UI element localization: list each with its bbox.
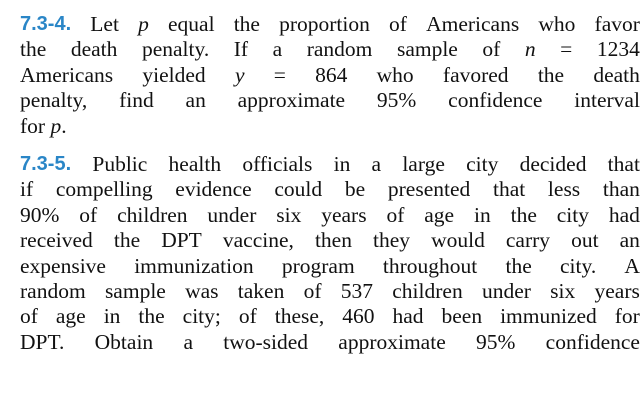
word: approximate: [237, 88, 346, 113]
word: confidence: [545, 329, 640, 354]
text-line: [20, 37, 640, 62]
word: compelling: [55, 177, 153, 202]
word: evidence: [175, 177, 252, 202]
word: that: [607, 151, 640, 176]
word: for: [614, 304, 640, 329]
word: 460: [342, 304, 375, 329]
word: Public: [92, 151, 148, 176]
word: of: [79, 202, 98, 227]
word: city: [556, 202, 589, 227]
math-variable: n: [524, 37, 536, 62]
word: of: [238, 304, 257, 329]
word: Americans: [20, 62, 114, 87]
word: Americans: [426, 12, 520, 36]
text-line: [20, 114, 640, 139]
word: If: [233, 37, 249, 62]
word: Let: [90, 12, 119, 36]
word: officials: [242, 151, 313, 176]
word: death: [70, 37, 118, 62]
text-line: [20, 228, 640, 253]
word: received: [20, 228, 93, 253]
word: DPT.: [20, 329, 65, 354]
exercise-number: 7.3-5.: [20, 152, 72, 175]
word: of: [303, 278, 322, 303]
word: .: [61, 113, 67, 138]
word: in: [103, 304, 121, 329]
exercise-7-3-4: [20, 12, 640, 139]
word: decided: [519, 151, 587, 176]
word: approximate: [338, 329, 446, 354]
word: they: [373, 228, 411, 253]
word: death: [593, 62, 640, 87]
word: been: [441, 304, 483, 329]
word: city.: [559, 253, 597, 278]
word: two-sided: [223, 329, 309, 354]
word: random: [20, 278, 86, 303]
word: yielded: [142, 62, 206, 87]
word: 864: [315, 62, 348, 87]
math-variable: p: [138, 12, 149, 36]
text-line: [20, 152, 640, 177]
word: =: [560, 37, 573, 62]
word: then: [314, 228, 352, 253]
word: city;: [182, 304, 221, 329]
text-line: [20, 254, 640, 279]
word: than: [602, 177, 640, 202]
word: of: [386, 202, 405, 227]
word: proportion: [279, 12, 370, 36]
word: presented: [387, 177, 471, 202]
word: in: [473, 202, 491, 227]
word: be: [344, 177, 366, 202]
word: who: [376, 62, 414, 87]
word: DPT: [161, 228, 202, 253]
word: the: [510, 202, 537, 227]
word: 90%: [20, 202, 60, 227]
exercise-7-3-5: [20, 152, 640, 355]
word: out: [571, 228, 599, 253]
word: taken: [237, 278, 285, 303]
word: throughout: [382, 253, 478, 278]
word: 537: [340, 278, 374, 303]
exercise-number: 7.3-4.: [20, 13, 72, 35]
text-line: [20, 63, 640, 88]
word: an: [185, 88, 206, 113]
word: had: [608, 202, 640, 227]
math-variable: p: [50, 113, 62, 138]
math-variable: y: [234, 62, 245, 87]
word: penalty.: [141, 37, 210, 62]
word: if: [20, 177, 34, 202]
word: an: [619, 228, 640, 253]
word: age: [55, 304, 86, 329]
word: sample: [104, 278, 166, 303]
word: expensive: [20, 253, 106, 278]
word: children: [392, 278, 463, 303]
word: six: [276, 202, 302, 227]
word: could: [274, 177, 323, 202]
word: 95%: [376, 88, 417, 113]
word: had: [392, 304, 424, 329]
word: these,: [274, 304, 325, 329]
word: that: [492, 177, 526, 202]
word: sample: [396, 37, 458, 62]
word: the: [537, 62, 565, 87]
word: =: [273, 62, 286, 87]
word: children: [117, 202, 188, 227]
word: find: [119, 88, 154, 113]
word: a: [272, 37, 283, 62]
word: immunized: [500, 304, 597, 329]
text-line: [20, 88, 640, 113]
exercise-list: [20, 12, 640, 355]
word: random: [306, 37, 373, 62]
word: of: [20, 304, 38, 329]
word: 1234: [596, 37, 640, 62]
word: less: [547, 177, 581, 202]
word: in: [333, 151, 351, 176]
word: the: [505, 253, 532, 278]
word: interval: [574, 88, 640, 113]
text-line: [20, 177, 640, 202]
word: age: [424, 202, 455, 227]
word: the: [20, 37, 47, 62]
word: under: [207, 202, 257, 227]
word: immunization: [134, 253, 254, 278]
word: A: [624, 253, 640, 278]
word: six: [550, 278, 576, 303]
textbook-page: [20, 12, 640, 355]
word: the: [233, 12, 260, 36]
word: large: [402, 151, 445, 176]
word: city: [466, 151, 499, 176]
word: who: [538, 12, 576, 36]
word: the: [138, 304, 165, 329]
text-line: [20, 203, 640, 228]
word: program: [281, 253, 355, 278]
word: a: [371, 151, 382, 176]
word: health: [168, 151, 222, 176]
word: would: [431, 228, 485, 253]
word: a: [183, 329, 193, 354]
text-line: [20, 279, 640, 304]
word: favored: [442, 62, 509, 87]
word: Obtain: [94, 329, 154, 354]
word: equal: [167, 12, 215, 36]
word: vaccine,: [222, 228, 294, 253]
word: favor: [594, 12, 640, 36]
word: the: [113, 228, 141, 253]
word: for: [20, 113, 51, 138]
word: carry: [505, 228, 551, 253]
word: years: [594, 278, 640, 303]
word: 95%: [476, 329, 516, 354]
word: under: [481, 278, 531, 303]
word: was: [185, 278, 219, 303]
word: years: [321, 202, 367, 227]
word: confidence: [448, 88, 543, 113]
word: of: [482, 37, 501, 62]
text-line: [20, 12, 640, 37]
word: of: [389, 12, 407, 36]
text-line: [20, 330, 640, 355]
word: penalty,: [20, 88, 88, 113]
text-line: [20, 304, 640, 329]
